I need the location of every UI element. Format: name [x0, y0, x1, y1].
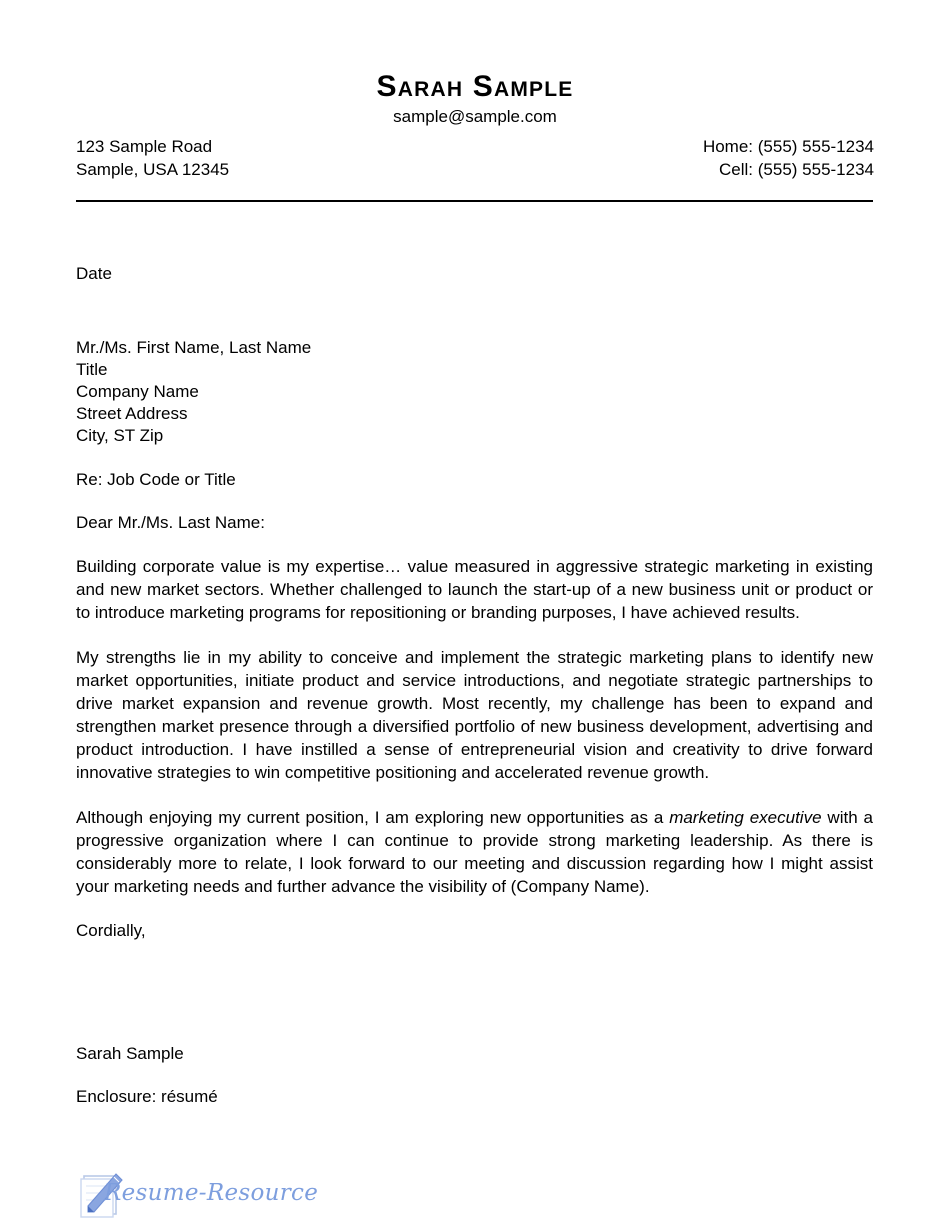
salutation: Dear Mr./Ms. Last Name:	[76, 513, 265, 532]
address-line-1: 123 Sample Road	[76, 137, 213, 156]
addressee-name: Mr./Ms. First Name, Last Name	[76, 338, 312, 357]
addressee-title: Title	[76, 360, 108, 379]
phone-home: Home: (555) 555-1234	[702, 137, 874, 156]
mailing-address	[76, 135, 229, 181]
contact-row	[76, 135, 874, 181]
addressee-block	[76, 337, 873, 447]
job-target-emphasis: marketing executive	[669, 808, 822, 827]
phone-cell: Cell: (555) 555-1234	[719, 160, 874, 179]
email-address: sample@sample.com	[393, 107, 557, 126]
signature-space	[76, 942, 873, 1043]
body-paragraph-1: Building corporate value is my expertise… value measured in aggressive strategic marketing in existing and new market sectors. Whether challenged to launch the start-up of a new business unit or product or to introduce marketing programs for repositioning or branding purposes, I have achieved results.	[76, 557, 873, 622]
enclosure-note: Enclosure: résumé	[76, 1087, 218, 1106]
phone-numbers	[703, 135, 874, 181]
addressee-city-state-zip: City, ST Zip	[76, 426, 164, 445]
resume-resource-watermark	[78, 1172, 319, 1224]
watermark-text: Resume-Resource	[104, 1180, 319, 1206]
signature-name: Sarah Sample	[76, 1044, 184, 1063]
letterhead	[76, 70, 874, 181]
address-line-2: Sample, USA 12345	[76, 160, 230, 179]
closing-salutation: Cordially,	[76, 921, 146, 940]
page-title: Sarah Sample	[376, 70, 574, 103]
addressee-company: Company Name	[76, 382, 199, 401]
letter-body	[76, 263, 873, 1108]
date-line: Date	[76, 264, 112, 283]
letterhead-divider	[76, 200, 873, 202]
body-paragraph-2: My strengths lie in my ability to conceive and implement the strategic marketing plans to identify new market opportunities, initiate product and service introductions, and negotiate strategic partnerships to drive market expansion and revenue growth. Most recently, my challenge has been to expand and strengthen market presence through a diversified portfolio of new business development, advertising and product introduction. I have instilled a sense of entrepreneurial vision and creativity to drive forward innovative strategies to win competitive positioning and accelerated revenue growth.	[76, 648, 873, 782]
paragraph-3-text-before-italic: Although enjoying my current position, I am exploring new opportunities as a	[76, 808, 670, 827]
subject-line: Re: Job Code or Title	[76, 470, 236, 489]
paragraph-3-text-after-italic: with a progressive organization where I can continue to provide strong marketing leadership. As there is considerably more to relate, I look forward to our meeting and discussion regarding how I might assist your marketing needs and further advance the visibility of (Company Name).	[76, 808, 873, 896]
addressee-street: Street Address	[76, 404, 188, 423]
body-paragraph-3	[76, 806, 873, 898]
